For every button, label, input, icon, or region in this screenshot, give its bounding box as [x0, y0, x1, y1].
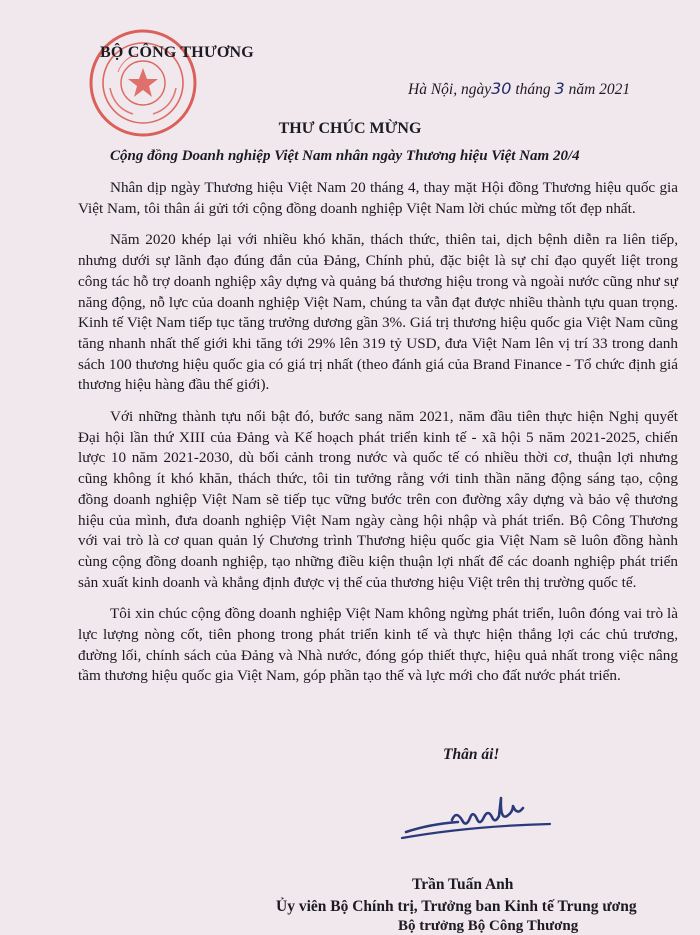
signer-name: Trần Tuấn Anh: [412, 876, 514, 893]
body-paragraph: Tôi xin chúc cộng đồng doanh nghiệp Việt Nam không ngừng phát triển, luôn đóng vai trò là lực lượng nòng cốt, tiên phong trong phát triển kinh tế và thực hiện thắng lợi các chủ trương, đường lối, chính sách của Đảng và Nhà nước, đóng góp thiết thực, hiệu quả nhất trong việc nâng tầm thương hiệu quốc gia Việt Nam, góp phần tạo thế và lực mới cho đất nước phát triển.: [78, 605, 678, 685]
signer-title: Ủy viên Bộ Chính trị, Trưởng ban Kinh tế Trung ương: [276, 898, 637, 915]
letter-subtitle: Cộng đồng Doanh nghiệp Việt Nam nhân ngày Thương hiệu Việt Nam 20/4: [110, 148, 580, 164]
closing-salutation: Thân ái!: [443, 746, 500, 763]
date-month: 3: [554, 79, 565, 98]
issuing-organization: BỘ CÔNG THƯƠNG: [100, 44, 254, 61]
body-paragraph: Với những thành tựu nổi bật đó, bước sang năm 2021, năm đầu tiên thực hiện Nghị quyết Đại hội lần thứ XIII của Đảng và Kế hoạch phát triển kinh tế - xã hội 5 năm 2021-2025, chiến lược 10 năm 2021-2030, dù bối cảnh trong nước và quốc tế có nhiều thời cơ, thuận lợi nhưng cũng không ít khó khăn, thách thức, tôi tin tưởng rằng với tinh thần năng động sáng tạo, cộng đồng doanh nghiệp Việt Nam sẽ tiếp tục vững bước trên con đường xây dựng và bảo vệ thương hiệu của mình, đưa doanh nghiệp Việt Nam ngày càng hội nhập và phát triển. Bộ Công Thương với vai trò là cơ quan quản lý Chương trình Thương hiệu quốc gia Việt Nam sẽ luôn đồng hành cùng cộng đồng doanh nghiệp, tạo những điều kiện thuận lợi nhất để các doanh nghiệp phát triển sản xuất kinh doanh và khẳng định được vị thế của thương hiệu Việt trên thị trường quốc tế.: [78, 408, 678, 591]
letter-body: [78, 178, 678, 698]
signer-title-secondary: Bộ trưởng Bộ Công Thương: [398, 918, 579, 934]
letter-date: [408, 79, 630, 99]
handwritten-signature: [400, 792, 560, 848]
body-paragraph: Nhân dịp ngày Thương hiệu Việt Nam 20 tháng 4, thay mặt Hội đồng Thương hiệu quốc gia Việt Nam, tôi thân ái gửi tới cộng đồng doanh nghiệp Việt Nam lời chúc mừng tốt đẹp nhất.: [78, 179, 678, 217]
date-prefix: Hà Nội, ngày: [408, 81, 492, 98]
body-paragraph: Năm 2020 khép lại với nhiều khó khăn, thách thức, thiên tai, dịch bệnh diễn ra liên tiếp, nhưng dưới sự lãnh đạo đúng đắn của Đảng, Chính phủ, đặc biệt là sự chỉ đạo quyết liệt trong công tác hỗ trợ doanh nghiệp xây dựng và quảng bá thương hiệu trong và ngoài nước cũng như sự năng động, nỗ lực của doanh nghiệp Việt Nam, chúng ta vẫn đạt được nhiều thành tựu quan trọng. Kinh tế Việt Nam tiếp tục tăng trưởng dương gần 3%. Giá trị thương hiệu quốc gia Việt Nam cũng tăng nhanh nhất thế giới khi tăng tới 29% lên 319 tỷ USD, đưa Việt Nam lên vị trí 33 trong danh sách 100 thương hiệu quốc gia có giá trị nhất (theo đánh giá của Brand Finance - Tổ chức định giá thương hiệu hàng đầu thế giới).: [78, 231, 678, 394]
letter-title: THƯ CHÚC MỪNG: [278, 120, 422, 137]
date-middle: tháng: [515, 81, 551, 98]
date-day: 30: [491, 79, 512, 98]
date-suffix: năm 2021: [568, 81, 631, 98]
